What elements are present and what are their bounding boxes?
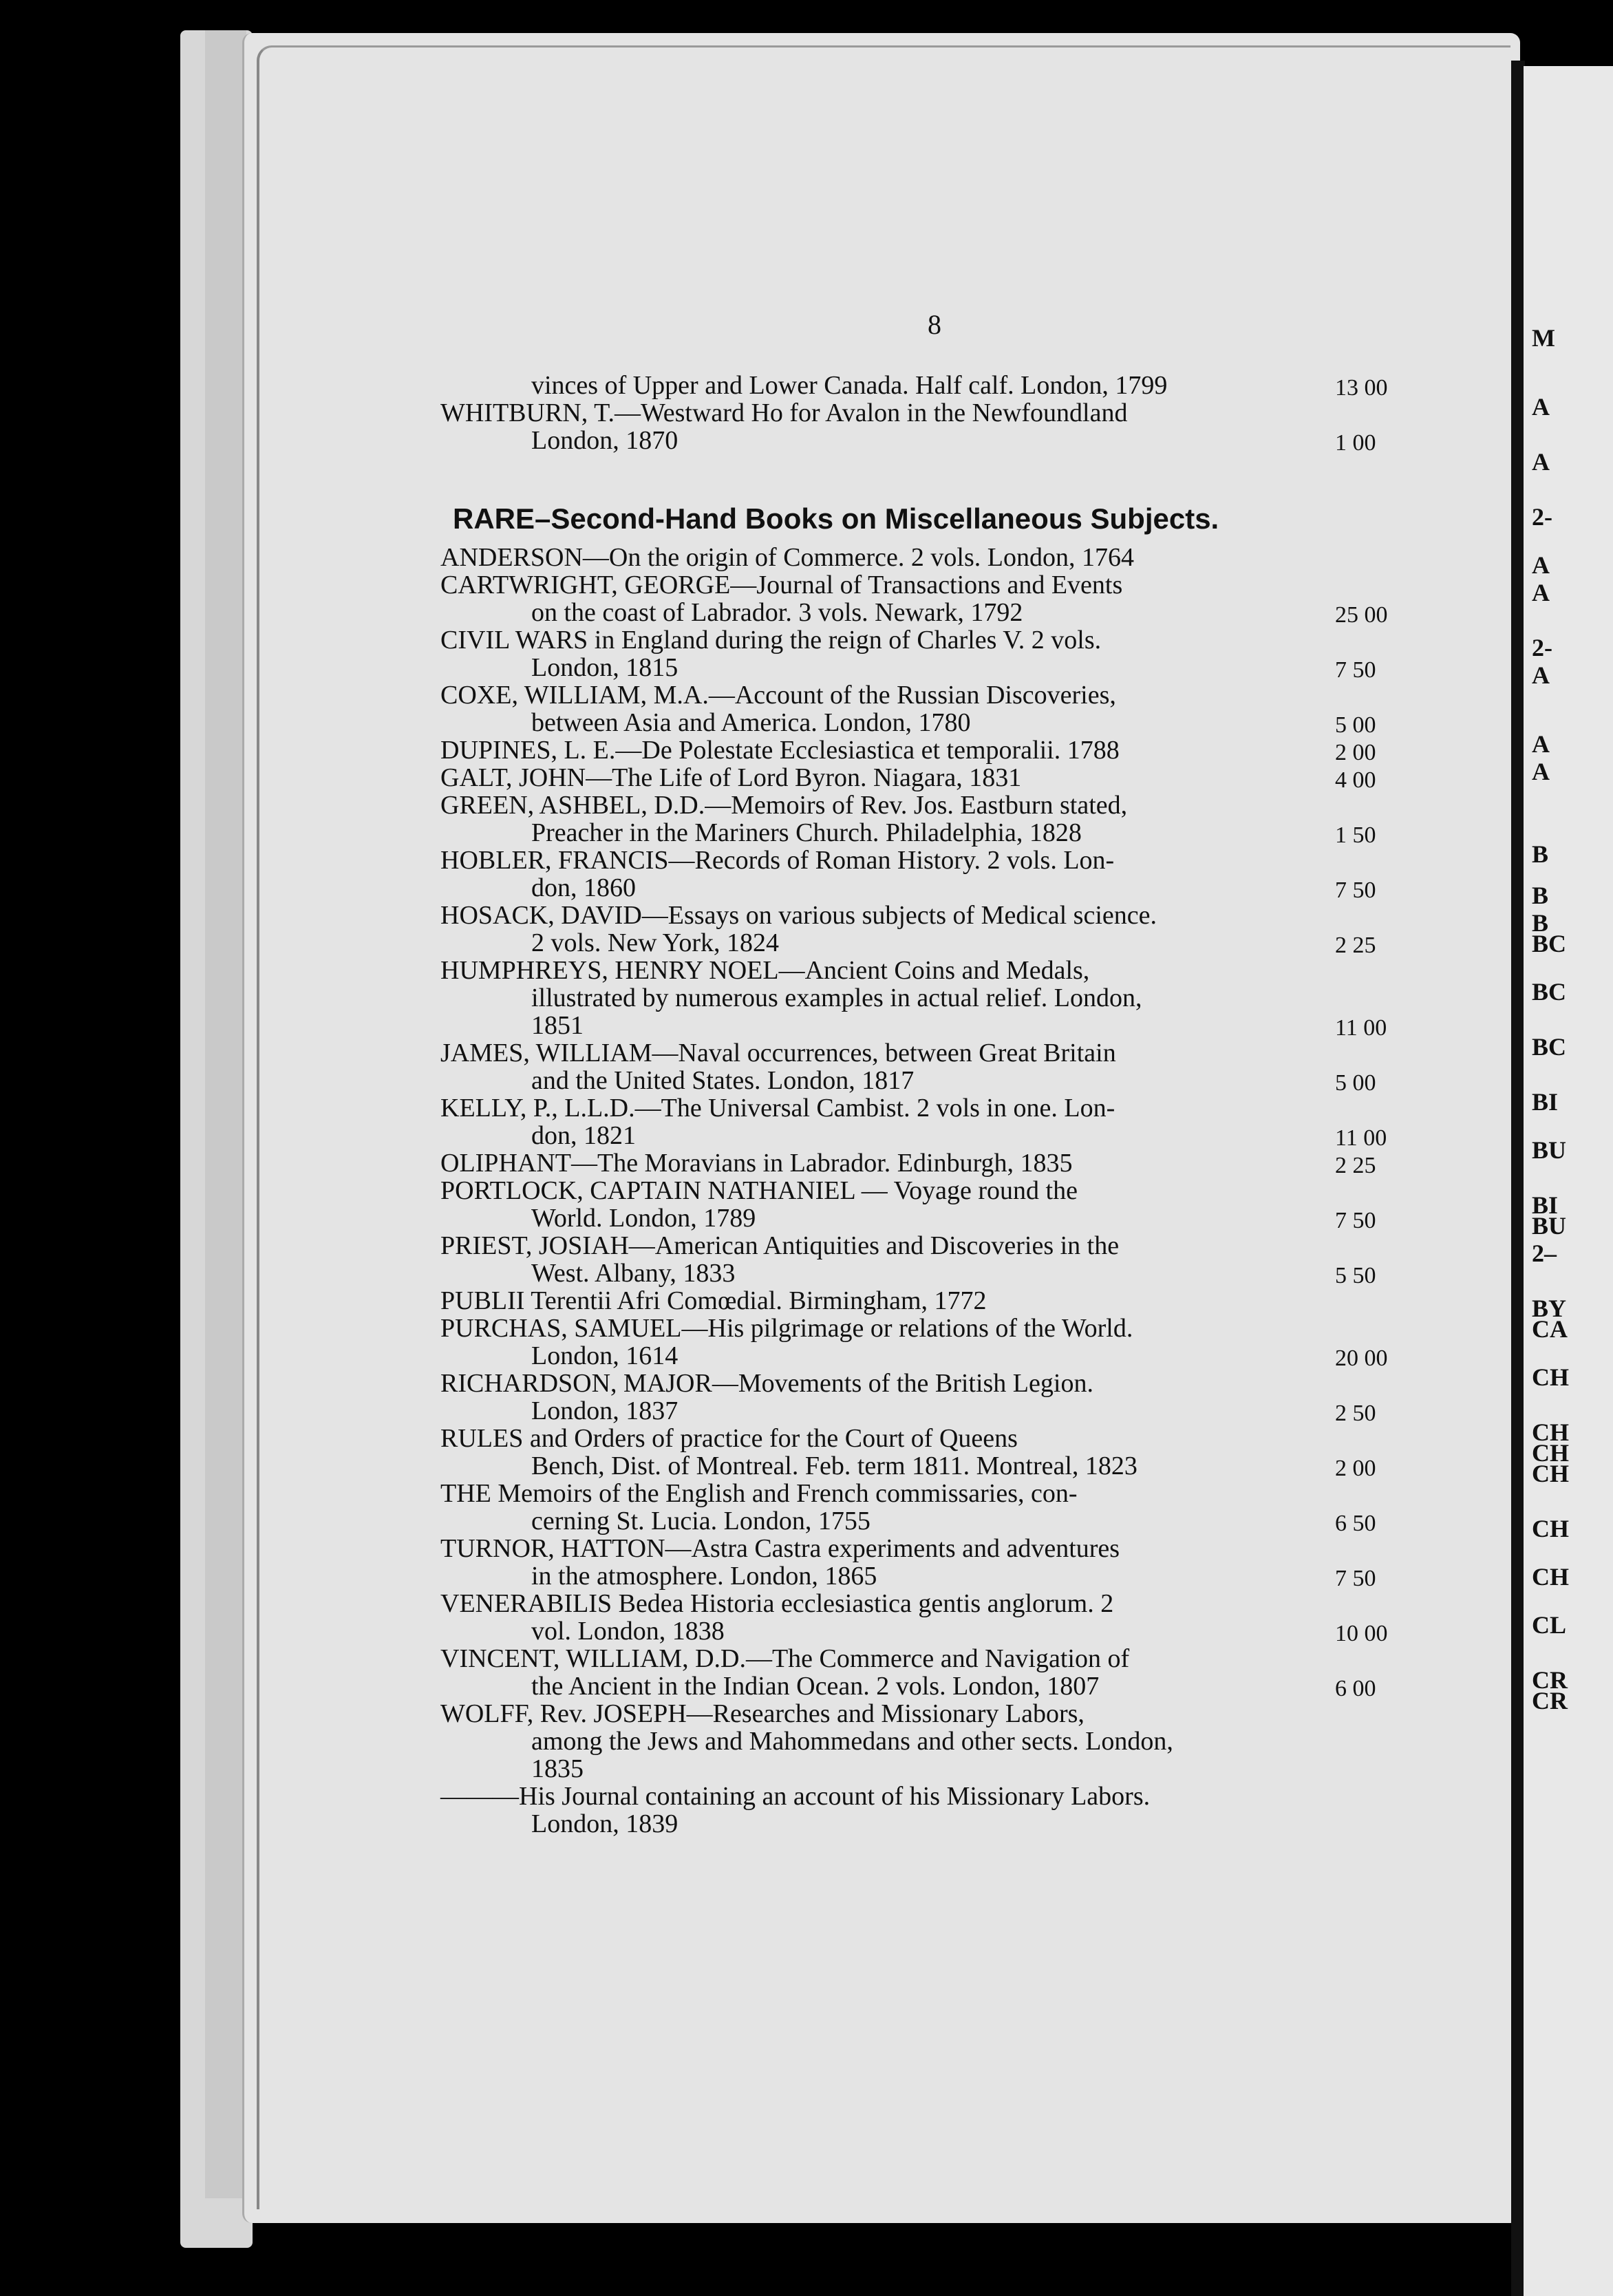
entry-line: GALT, JOHN—The Life of Lord Byron. Niagara, 1831 <box>440 763 1022 792</box>
next-page-fragment: CR <box>1532 1687 1568 1714</box>
next-page-fragment: BU <box>1532 1212 1567 1240</box>
catalog-entry <box>440 1039 1376 1096</box>
catalog-entry <box>440 1589 1388 1646</box>
entry-line: HOBLER, FRANCIS—Records of Roman History. 2 vols. Lon- <box>440 846 1115 875</box>
entry-line: 2 vols. New York, 1824 <box>531 928 779 957</box>
entry-line: ———His Journal containing an account of his Missionary Labors. <box>440 1782 1151 1811</box>
entry-price: 5 00 <box>1335 1070 1376 1096</box>
entry-line-row <box>440 902 1335 929</box>
next-page-fragment: BI <box>1532 1191 1559 1219</box>
entry-line-row <box>440 1728 1335 1755</box>
catalog-entry <box>440 1176 1376 1233</box>
entry-line-row <box>440 1425 1335 1452</box>
entry-line-row <box>440 1617 1335 1645</box>
next-page-edge <box>1524 66 1613 2296</box>
entry-line-row <box>440 1480 1335 1507</box>
entry-line-row <box>440 654 1335 681</box>
entry-price: 1 00 <box>1335 430 1376 456</box>
entry-line-row <box>440 1370 1335 1397</box>
entry-line: and the United States. London, 1817 <box>531 1066 915 1095</box>
entry-line: HUMPHREYS, HENRY NOEL—Ancient Coins and Medals, <box>440 956 1090 985</box>
catalog-entry <box>440 736 1376 765</box>
entry-price: 2 25 <box>1335 933 1376 958</box>
entry-line-row <box>440 1535 1335 1562</box>
next-page-fragment: CH <box>1532 1515 1569 1542</box>
entry-price: 5 50 <box>1335 1263 1376 1288</box>
entry-line-row <box>440 1149 1335 1177</box>
catalog-entry <box>440 1149 1376 1178</box>
entry-line-row <box>440 1672 1335 1700</box>
next-page-fragment: B <box>1532 840 1549 868</box>
catalog-entry <box>440 791 1376 848</box>
next-page-fragment: BC <box>1532 930 1567 957</box>
entry-line: vinces of Upper and Lower Canada. Half calf. London, 1799 <box>531 371 1168 400</box>
entry-line-row <box>440 1700 1335 1728</box>
entry-line-row <box>440 874 1335 902</box>
catalog-entry <box>440 1700 1335 1783</box>
entry-line-row <box>440 709 1335 736</box>
entry-line: Bench, Dist. of Montreal. Feb. term 1811. Montreal, 1823 <box>531 1452 1137 1480</box>
entry-line-row <box>440 1507 1335 1535</box>
next-page-fragment: A <box>1532 730 1550 758</box>
entry-price: 2 50 <box>1335 1401 1376 1426</box>
entry-price: 7 50 <box>1335 1208 1376 1233</box>
entry-line: don, 1821 <box>531 1121 636 1150</box>
entry-line: illustrated by numerous examples in actual relief. London, <box>531 984 1142 1012</box>
catalog-entry <box>440 681 1376 738</box>
entry-line: TURNOR, HATTON—Astra Castra experiments and adventures <box>440 1534 1120 1563</box>
entry-price: 11 00 <box>1335 1125 1387 1151</box>
entry-line-row <box>440 1397 1335 1425</box>
catalog-entry <box>440 901 1376 958</box>
next-page-fragment: B <box>1532 882 1549 909</box>
entry-line-row <box>440 544 1335 571</box>
entry-line-row <box>440 599 1335 626</box>
entry-line-row <box>440 1315 1335 1342</box>
next-page-fragment: CH <box>1532 1439 1569 1467</box>
catalog-entry <box>440 1231 1376 1288</box>
entry-line-row <box>440 1645 1335 1672</box>
entry-price: 1 50 <box>1335 822 1376 848</box>
entry-line: Preacher in the Mariners Church. Philadelphia, 1828 <box>531 818 1082 847</box>
entry-line-row <box>440 1755 1335 1783</box>
next-page-fragment: CH <box>1532 1363 1569 1391</box>
next-page-fragment: A <box>1532 579 1550 606</box>
entry-line-row <box>440 736 1335 764</box>
catalog-entry <box>440 571 1388 628</box>
catalog-entry <box>440 544 1335 571</box>
entry-line: ANDERSON—On the origin of Commerce. 2 vols. London, 1764 <box>440 543 1134 572</box>
next-page-fragment: BY <box>1532 1295 1567 1322</box>
entry-price: 2 25 <box>1335 1153 1376 1178</box>
entry-price: 2 00 <box>1335 1456 1376 1481</box>
entry-line: CIVIL WARS in England during the reign of Charles V. 2 vols. <box>440 626 1102 655</box>
entry-line: among the Jews and Mahommedans and other sects. London, <box>531 1727 1173 1756</box>
entry-price: 7 50 <box>1335 657 1376 683</box>
next-page-fragment: CH <box>1532 1460 1569 1487</box>
catalog-entry <box>440 956 1387 1041</box>
entry-price: 10 00 <box>1335 1621 1388 1646</box>
entry-line-row <box>440 372 1335 399</box>
entry-line: VINCENT, WILLIAM, D.D.—The Commerce and Navigation of <box>440 1644 1130 1673</box>
entry-price: 6 50 <box>1335 1511 1376 1536</box>
underlying-page-edge-2 <box>205 30 246 2198</box>
entry-line: CARTWRIGHT, GEORGE—Journal of Transactions and Events <box>440 571 1123 599</box>
catalog-entry <box>440 1479 1376 1536</box>
entry-price: 20 00 <box>1335 1346 1388 1371</box>
catalog-entry <box>440 1314 1388 1371</box>
entry-line: 1835 <box>531 1754 584 1783</box>
next-page-fragment: A <box>1532 758 1550 785</box>
entry-price: 13 00 <box>1335 375 1388 401</box>
next-page-fragment: CA <box>1532 1315 1568 1343</box>
entry-line-row <box>440 1287 1335 1315</box>
entry-line: RICHARDSON, MAJOR—Movements of the British Legion. <box>440 1369 1093 1398</box>
entry-line: KELLY, P., L.L.D.—The Universal Cambist. 2 vols in one. Lon- <box>440 1094 1115 1123</box>
entry-line-row <box>440 1039 1335 1067</box>
entry-line: between Asia and America. London, 1780 <box>531 708 971 737</box>
entry-price: 4 00 <box>1335 767 1376 793</box>
entry-line-row <box>440 681 1335 709</box>
next-page-fragment: A <box>1532 448 1550 476</box>
entry-line-row <box>440 1452 1335 1480</box>
entry-line: vol. London, 1838 <box>531 1617 725 1646</box>
next-page-fragment: 2- <box>1532 634 1552 661</box>
catalog-entry <box>440 626 1376 683</box>
entry-line: RULES and Orders of practice for the Court of Queens <box>440 1424 1018 1453</box>
entry-line: VENERABILIS Bedea Historia ecclesiastica gentis anglorum. 2 <box>440 1589 1114 1618</box>
next-page-fragment: CR <box>1532 1666 1568 1694</box>
catalog-entry <box>440 1094 1387 1151</box>
entry-line-row <box>440 819 1335 847</box>
entry-line-row <box>440 1342 1335 1370</box>
entry-line: PURCHAS, SAMUEL—His pilgrimage or relations of the World. <box>440 1314 1133 1343</box>
entry-line-row <box>440 1783 1335 1810</box>
entry-line: PUBLII Terentii Afri Comœdial. Birmingham, 1772 <box>440 1286 987 1315</box>
catalog-entry <box>440 763 1376 793</box>
entry-line-row <box>440 764 1335 791</box>
entry-line-row <box>440 957 1335 984</box>
entry-line-row <box>440 929 1335 957</box>
entry-line: COXE, WILLIAM, M.A.—Account of the Russian Discoveries, <box>440 681 1116 710</box>
binding-spine <box>1511 61 1525 2296</box>
entry-price: 6 00 <box>1335 1676 1376 1701</box>
entry-line-row <box>440 847 1335 874</box>
entry-line-row <box>440 984 1335 1012</box>
next-page-fragment: A <box>1532 393 1550 421</box>
entry-line-row <box>440 1122 1335 1149</box>
entry-line: West. Albany, 1833 <box>531 1259 736 1288</box>
entry-line: 1851 <box>531 1011 584 1040</box>
entry-line: DUPINES, L. E.—De Polestate Ecclesiastica et temporalii. 1788 <box>440 736 1120 765</box>
entry-line-row <box>440 1259 1335 1287</box>
next-page-fragment: CH <box>1532 1563 1569 1591</box>
next-page-fragment: B <box>1532 909 1549 937</box>
entry-line-row <box>440 791 1335 819</box>
entry-line: WHITBURN, T.—Westward Ho for Avalon in the Newfoundland <box>440 398 1128 427</box>
next-page-fragment: BC <box>1532 1033 1567 1061</box>
catalog-entry <box>440 1369 1376 1426</box>
catalog-entry <box>440 371 1388 401</box>
entry-line: don, 1860 <box>531 873 636 902</box>
entry-line: PORTLOCK, CAPTAIN NATHANIEL — Voyage round the <box>440 1176 1078 1205</box>
entry-line: London, 1837 <box>531 1396 679 1425</box>
next-page-fragment: CH <box>1532 1418 1569 1446</box>
entry-price: 11 00 <box>1335 1015 1387 1041</box>
entry-line: London, 1815 <box>531 653 679 682</box>
entry-line-row <box>440 1232 1335 1259</box>
entry-line: on the coast of Labrador. 3 vols. Newark, 1792 <box>531 598 1023 627</box>
entry-line: WOLFF, Rev. JOSEPH—Researches and Missionary Labors, <box>440 1699 1085 1728</box>
page-number: 8 <box>928 309 941 340</box>
entry-price: 25 00 <box>1335 602 1388 628</box>
entry-line-row <box>440 427 1335 454</box>
entry-line-row <box>440 571 1335 599</box>
entry-line-row <box>440 1177 1335 1204</box>
entry-line-row <box>440 1590 1335 1617</box>
catalog-entry <box>440 1644 1376 1701</box>
entry-line-row <box>440 399 1335 427</box>
next-page-fragment: M <box>1532 324 1555 352</box>
entry-line: GREEN, ASHBEL, D.D.—Memoirs of Rev. Jos. Eastburn stated, <box>440 791 1128 820</box>
entry-line: OLIPHANT—The Moravians in Labrador. Edinburgh, 1835 <box>440 1149 1073 1178</box>
entry-price: 7 50 <box>1335 1566 1376 1591</box>
next-page-fragment: A <box>1532 661 1550 689</box>
entry-line: cerning St. Lucia. London, 1755 <box>531 1507 870 1535</box>
entry-price: 2 00 <box>1335 740 1376 765</box>
entry-line: World. London, 1789 <box>531 1204 756 1233</box>
entry-line: JAMES, WILLIAM—Naval occurrences, between Great Britain <box>440 1039 1116 1067</box>
entry-line-row <box>440 626 1335 654</box>
next-page-fragment: BI <box>1532 1088 1559 1116</box>
catalog-entry <box>440 1424 1376 1481</box>
catalog-entry <box>440 1287 1335 1315</box>
entry-price: 7 50 <box>1335 878 1376 903</box>
catalog-entry <box>440 846 1376 903</box>
entry-price: 5 00 <box>1335 712 1376 738</box>
entry-line: PRIEST, JOSIAH—American Antiquities and Discoveries in the <box>440 1231 1120 1260</box>
entry-line-row <box>440 1204 1335 1232</box>
next-page-fragment: CL <box>1532 1611 1567 1639</box>
entry-line-row <box>440 1562 1335 1590</box>
catalog-entry <box>440 1783 1335 1838</box>
next-page-fragment: BU <box>1532 1136 1567 1164</box>
catalog-entry <box>440 1534 1376 1591</box>
entry-line: in the atmosphere. London, 1865 <box>531 1562 877 1591</box>
entry-line-row <box>440 1067 1335 1094</box>
entry-line: London, 1839 <box>531 1809 679 1838</box>
next-page-fragment: 2– <box>1532 1240 1557 1267</box>
catalog-entry <box>440 398 1376 456</box>
entry-line-row <box>440 1810 1335 1838</box>
entry-line: London, 1870 <box>531 426 679 455</box>
entry-line-row <box>440 1012 1335 1039</box>
next-page-fragment: 2- <box>1532 503 1552 531</box>
entry-line-row <box>440 1094 1335 1122</box>
next-page-fragment: A <box>1532 551 1550 579</box>
entry-line: HOSACK, DAVID—Essays on various subjects of Medical science. <box>440 901 1157 930</box>
section-heading: RARE–Second-Hand Books on Miscellaneous Subjects. <box>453 502 1219 535</box>
entry-line: THE Memoirs of the English and French commissaries, con- <box>440 1479 1078 1508</box>
entry-line: London, 1614 <box>531 1341 679 1370</box>
entry-line: the Ancient in the Indian Ocean. 2 vols. London, 1807 <box>531 1672 1100 1701</box>
next-page-fragment: BC <box>1532 978 1567 1006</box>
